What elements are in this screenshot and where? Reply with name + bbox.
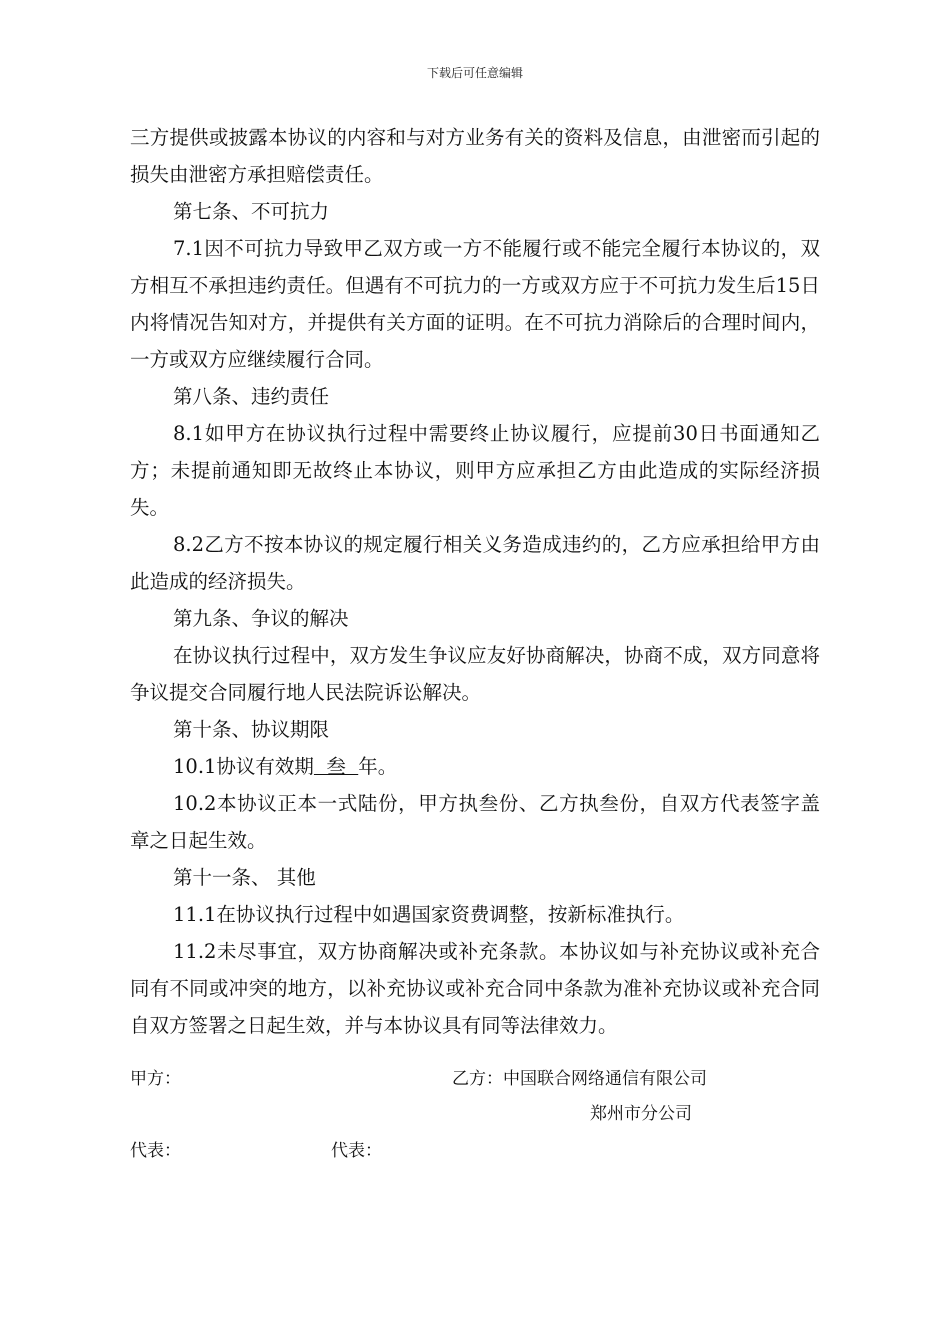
page-header-note: 下载后可任意编辑: [426, 66, 523, 80]
contract-body: [130, 119, 820, 1044]
party-b-label: 乙方：中国联合网络通信有限公司: [452, 1069, 707, 1089]
article-10-1-prefix: 10.1协议有效期: [173, 755, 314, 778]
confidentiality-paragraph: 三方提供或披露本协议的内容和与对方业务有关的资料及信息，由泄密而引起的损失由泄密方承担赔偿责任。: [130, 126, 820, 186]
term-value: 叁: [313, 755, 359, 778]
article-10-title: 第十条、协议期限: [173, 718, 330, 741]
party-a-label: 甲方：: [130, 1069, 181, 1089]
article-9-text: 在协议执行过程中，双方发生争议应友好协商解决，协商不成，双方同意将争议提交合同履行地人民法院诉讼解决。: [130, 644, 820, 704]
article-11-1: 11.1在协议执行过程中如遇国家资费调整，按新标准执行。: [173, 903, 685, 926]
article-10-1-suffix: 年。: [358, 755, 398, 778]
article-7-title: 第七条、不可抗力: [173, 200, 330, 223]
party-b-representative-label: 代表：: [331, 1141, 382, 1161]
article-10-2: 10.2本协议正本一式陆份，甲方执叁份、乙方执叁份，自双方代表签字盖章之日起生效。: [130, 792, 820, 852]
article-8-2: 8.2乙方不按本协议的规定履行相关义务造成违约的，乙方应承担给甲方由此造成的经济损失。: [130, 533, 820, 593]
article-9-title: 第九条、争议的解决: [173, 607, 349, 630]
article-11-2: 11.2未尽事宜，双方协商解决或补充条款。本协议如与补充协议或补充合同有不同或冲突的地方，以补充协议或补充合同中条款为准补充协议或补充合同自双方签署之日起生效，并与本协议具有同等法律效力。: [130, 940, 820, 1037]
party-a-representative-label: 代表：: [130, 1141, 181, 1161]
article-7-1: 7.1因不可抗力导致甲乙双方或一方不能履行或不能完全履行本协议的，双方相互不承担违约责任。但遇有不可抗力的一方或双方应于不可抗力发生后15日内将情况告知对方，并提供有关方面的证明。在不可抗力消除后的合理时间内，一方或双方应继续履行合同。: [130, 237, 820, 371]
article-11-title: 第十一条、 其他: [173, 866, 316, 889]
article-10-1: [130, 748, 820, 785]
party-b-branch: 郑州市分公司: [590, 1104, 692, 1124]
article-8-1: 8.1如甲方在协议执行过程中需要终止协议履行，应提前30日书面通知乙方；未提前通知即无故终止本协议，则甲方应承担乙方由此造成的实际经济损失。: [130, 422, 820, 519]
article-8-title: 第八条、违约责任: [173, 385, 330, 408]
